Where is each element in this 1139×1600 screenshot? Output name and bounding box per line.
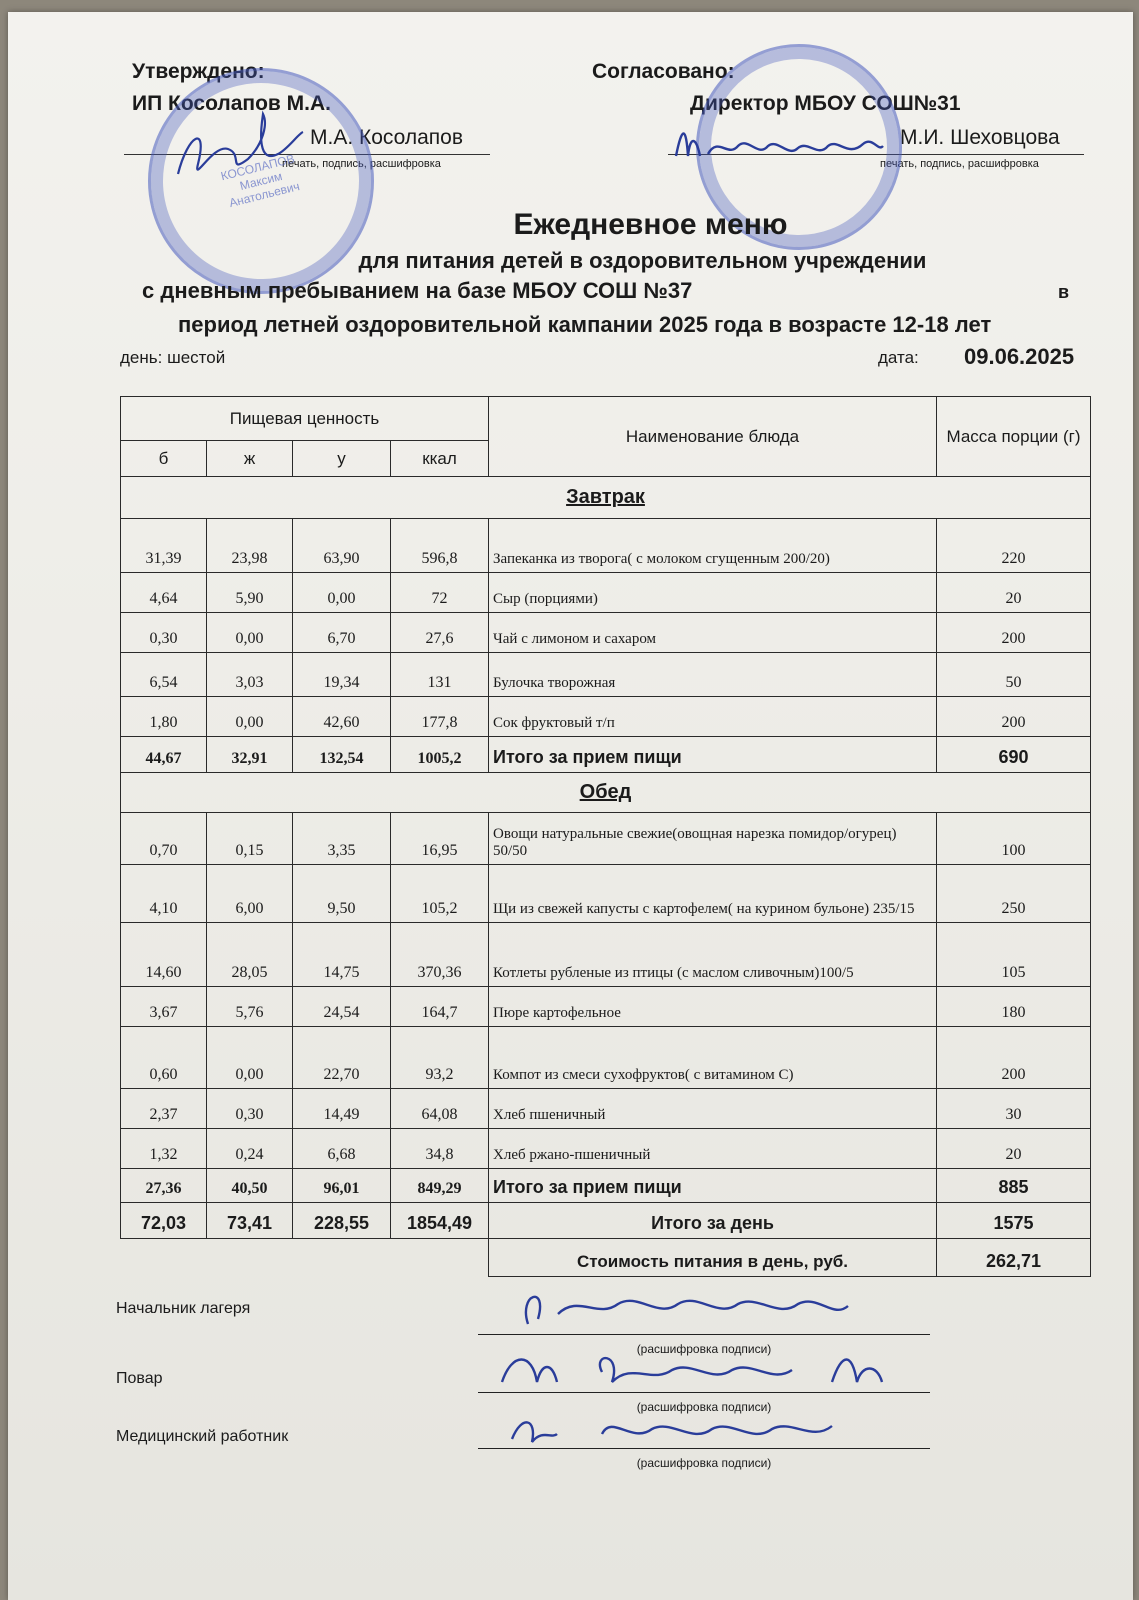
cook-signature [492,1342,912,1398]
cell-u: 42,60 [293,697,391,737]
cell-name: Котлеты рубленые из птицы (с маслом сливочным)100/5 [489,923,937,987]
cell-name: Итого за день [489,1203,937,1239]
cell-kcal: 596,8 [391,519,489,573]
cell-b: 2,37 [121,1089,207,1129]
cell-b: 27,36 [121,1169,207,1203]
cost-label: Стоимость питания в день, руб. [489,1239,937,1277]
header-fat: ж [207,441,293,477]
cell-u: 6,70 [293,613,391,653]
page-title: Ежедневное меню [513,208,788,241]
approved-label: Утверждено: [132,60,265,83]
cell-name: Сыр (порциями) [489,573,937,613]
table-row [121,1027,1091,1089]
table-row [121,1089,1091,1129]
cost-row [121,1239,1091,1277]
cell-kcal: 370,36 [391,923,489,987]
cell-name: Овощи натуральные свежие(овощная нарезка помидор/огурец) 50/50 [489,813,937,865]
cell-mass: 200 [937,1027,1091,1089]
cell-zh: 73,41 [207,1203,293,1239]
cell-b: 6,54 [121,653,207,697]
breakfast-rows [121,519,1091,737]
section-breakfast: Завтрак [121,477,1091,519]
day-total-row [121,1203,1091,1239]
cell-kcal: 72 [391,573,489,613]
lunch-rows [121,813,1091,1169]
cell-zh: 5,76 [207,987,293,1027]
cell-zh: 0,30 [207,1089,293,1129]
cell-name: Запеканка из творога( с молоком сгущенным 200/20) [489,519,937,573]
table-row [121,573,1091,613]
cell-kcal: 34,8 [391,1129,489,1169]
cell-name: Итого за прием пищи [489,1169,937,1203]
table-row [121,697,1091,737]
cell-u: 132,54 [293,737,391,773]
cell-u: 14,49 [293,1089,391,1129]
table-row [121,653,1091,697]
cost-value: 262,71 [937,1239,1091,1277]
document-sheet [8,12,1133,1600]
cell-kcal: 1005,2 [391,737,489,773]
cell-kcal: 164,7 [391,987,489,1027]
cell-name: Итого за прием пищи [489,737,937,773]
cell-zh: 3,03 [207,653,293,697]
table-row [121,613,1091,653]
table-row [121,987,1091,1027]
cell-u: 96,01 [293,1169,391,1203]
cell-b: 31,39 [121,519,207,573]
header-dish-name: Наименование блюда [489,397,937,477]
header-protein: б [121,441,207,477]
cook-sign-caption: (расшифровка подписи) [636,1400,772,1414]
subtitle-3: период летней оздоровительной кампании 2025 года в возрасте 12-18 лет [178,312,992,337]
cell-kcal: 177,8 [391,697,489,737]
cell-kcal: 1854,49 [391,1203,489,1239]
medic-signature [502,1404,862,1454]
cell-mass: 690 [937,737,1091,773]
cell-b: 3,67 [121,987,207,1027]
lunch-total-row [121,1169,1091,1203]
cell-mass: 1575 [937,1203,1091,1239]
cell-name: Пюре картофельное [489,987,937,1027]
cost-spacer [121,1239,489,1277]
cell-u: 6,68 [293,1129,391,1169]
cell-zh: 0,00 [207,613,293,653]
menu-table [120,396,1091,1277]
approved-name: М.А. Косолапов [310,126,464,149]
date-value: 09.06.2025 [964,344,1075,369]
agreed-label: Согласовано: [592,60,735,83]
cell-u: 14,75 [293,923,391,987]
cell-name: Хлеб пшеничный [489,1089,937,1129]
cell-mass: 180 [937,987,1091,1027]
header-kcal: ккал [391,441,489,477]
cell-zh: 32,91 [207,737,293,773]
table-row [121,519,1091,573]
table-row [121,813,1091,865]
cell-b: 44,67 [121,737,207,773]
cell-zh: 6,00 [207,865,293,923]
cell-u: 0,00 [293,573,391,613]
cell-mass: 20 [937,1129,1091,1169]
cell-b: 0,60 [121,1027,207,1089]
day-label: день: шестой [120,348,226,367]
cell-mass: 200 [937,697,1091,737]
cell-mass: 220 [937,519,1091,573]
cell-zh: 23,98 [207,519,293,573]
cell-b: 0,30 [121,613,207,653]
cell-name: Щи из свежей капусты с картофелем( на курином бульоне) 235/15 [489,865,937,923]
cell-b: 1,80 [121,697,207,737]
section-lunch: Обед [121,773,1091,813]
cell-zh: 0,24 [207,1129,293,1169]
cell-b: 4,10 [121,865,207,923]
cell-kcal: 105,2 [391,865,489,923]
breakfast-total-row [121,737,1091,773]
header-carbs: у [293,441,391,477]
cell-zh: 28,05 [207,923,293,987]
signature-left [168,104,308,194]
cell-kcal: 849,29 [391,1169,489,1203]
stamp-left-text: КОСОЛАПОВ Максим Анатольевич [219,151,302,211]
agreed-caption: печать, подпись, расшифровка [880,158,1039,170]
cell-mass: 100 [937,813,1091,865]
cell-name: Чай с лимоном и сахаром [489,613,937,653]
approved-caption: печать, подпись, расшифровка [282,158,441,170]
cell-u: 9,50 [293,865,391,923]
table-row [121,865,1091,923]
cell-name: Сок фруктовый т/п [489,697,937,737]
cell-zh: 0,00 [207,1027,293,1089]
cell-u: 63,90 [293,519,391,573]
cell-mass: 50 [937,653,1091,697]
signature-right [668,116,888,176]
cell-u: 22,70 [293,1027,391,1089]
cell-u: 3,35 [293,813,391,865]
cell-kcal: 131 [391,653,489,697]
cell-mass: 105 [937,923,1091,987]
table-row [121,923,1091,987]
subtitle-2-tail: в [1058,282,1070,302]
head-sign-caption: (расшифровка подписи) [636,1342,772,1356]
cell-u: 228,55 [293,1203,391,1239]
cell-b: 1,32 [121,1129,207,1169]
cell-kcal: 64,08 [391,1089,489,1129]
cell-b: 4,64 [121,573,207,613]
cell-mass: 30 [937,1089,1091,1129]
cell-mass: 200 [937,613,1091,653]
cell-kcal: 27,6 [391,613,489,653]
date-label: дата: [878,348,919,367]
subtitle-2: с дневным пребыванием на базе МБОУ СОШ №37 [142,278,693,303]
cell-name: Компот из смеси сухофруктов( с витамином С) [489,1027,937,1089]
head-signature [488,1274,868,1340]
cell-kcal: 93,2 [391,1027,489,1089]
cell-zh: 5,90 [207,573,293,613]
agreed-org: Директор МБОУ СОШ№31 [690,92,961,115]
cell-b: 72,03 [121,1203,207,1239]
cell-b: 0,70 [121,813,207,865]
cell-u: 19,34 [293,653,391,697]
header-portion-mass: Масса порции (г) [937,397,1091,477]
agreed-name: М.И. Шеховцова [900,126,1060,149]
medic-sign-caption: (расшифровка подписи) [636,1456,772,1470]
head-label: Начальник лагеря [116,1300,251,1317]
cell-name: Хлеб ржано-пшеничный [489,1129,937,1169]
cell-u: 24,54 [293,987,391,1027]
subtitle-1: для питания детей в оздоровительном учреждении [358,248,927,273]
cell-b: 14,60 [121,923,207,987]
medic-label: Медицинский работник [116,1428,289,1445]
cell-mass: 885 [937,1169,1091,1203]
cell-zh: 40,50 [207,1169,293,1203]
cell-mass: 20 [937,573,1091,613]
cell-zh: 0,15 [207,813,293,865]
header-nutrition: Пищевая ценность [121,397,489,441]
table-row [121,1129,1091,1169]
cook-label: Повар [116,1370,163,1387]
cell-zh: 0,00 [207,697,293,737]
approved-org: ИП Косолапов М.А. [132,92,331,115]
cell-name: Булочка творожная [489,653,937,697]
cell-kcal: 16,95 [391,813,489,865]
cell-mass: 250 [937,865,1091,923]
